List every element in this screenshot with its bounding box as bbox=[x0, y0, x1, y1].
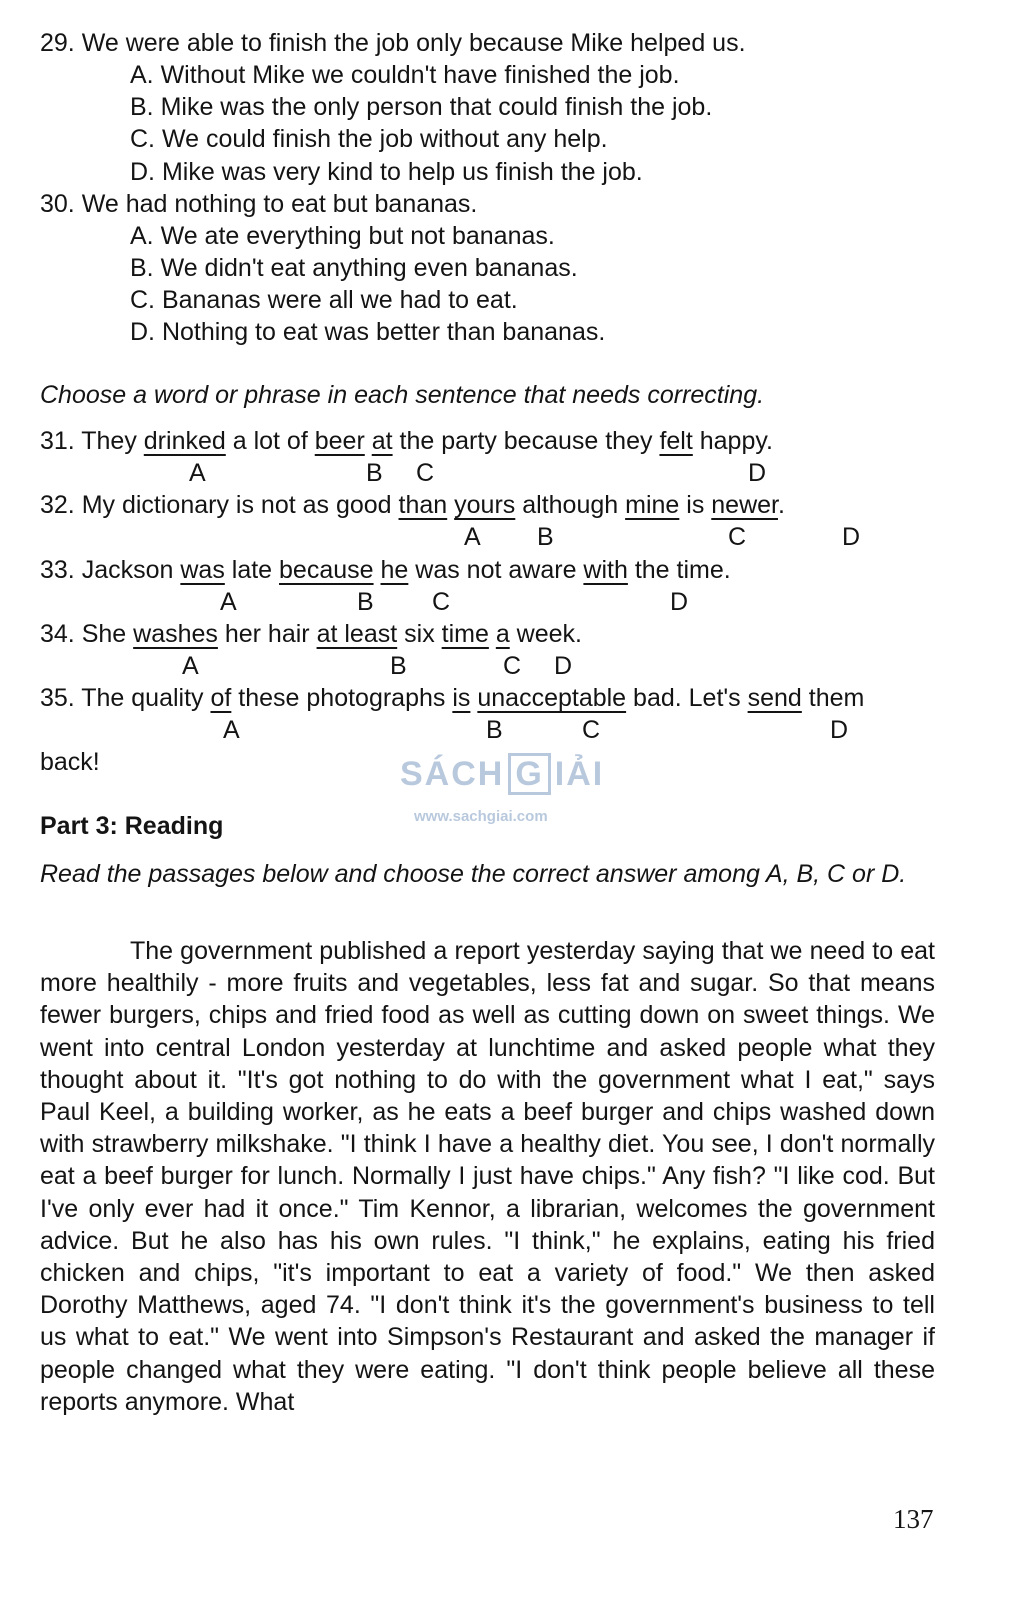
question-32-sentence: 32. My dictionary is not as good than yours although mine is newer. bbox=[40, 491, 785, 519]
q33-letter-c: C bbox=[432, 588, 451, 616]
question-30-option-a: A. We ate everything but not bananas. bbox=[130, 222, 555, 250]
q35-underlined-b: is bbox=[452, 684, 471, 712]
question-31-letters bbox=[0, 458, 1024, 488]
question-30-stem: 30. We had nothing to eat but bananas. bbox=[40, 190, 478, 218]
question-29-option-c: C. We could finish the job without any help. bbox=[130, 125, 608, 153]
question-32-letters bbox=[0, 522, 1024, 552]
q32-underlined-b: yours bbox=[454, 491, 516, 519]
question-30-option-c: C. Bananas were all we had to eat. bbox=[130, 286, 518, 314]
q35-letter-b: B bbox=[486, 716, 503, 744]
q34-underlined-b: at least bbox=[316, 620, 398, 648]
q31-underlined-d: felt bbox=[659, 427, 693, 455]
q32-letter-b: B bbox=[537, 523, 554, 551]
question-29-stem: 29. We were able to finish the job only because Mike helped us. bbox=[40, 29, 746, 57]
q32-letter-d: D bbox=[842, 523, 861, 551]
question-35-sentence: 35. The quality of these photographs is unacceptable bad. Let's send them bbox=[40, 684, 865, 712]
q33-letter-b: B bbox=[357, 588, 374, 616]
q33-underlined-c: he bbox=[380, 556, 409, 584]
question-30-option-b: B. We didn't eat anything even bananas. bbox=[130, 254, 578, 282]
q33-underlined-b: because bbox=[279, 556, 374, 584]
watermark-url: www.sachgiai.com bbox=[414, 808, 548, 825]
question-29-option-d: D. Mike was very kind to help us finish the job. bbox=[130, 158, 643, 186]
reading-instruction: Read the passages below and choose the correct answer among A, B, C or D. bbox=[40, 860, 907, 888]
q35-letter-d: D bbox=[830, 716, 849, 744]
question-35-letters bbox=[0, 715, 1024, 745]
q32-letter-a: A bbox=[464, 523, 481, 551]
q35-underlined-c: unacceptable bbox=[477, 684, 627, 712]
question-29-option-b: B. Mike was the only person that could finish the job. bbox=[130, 93, 713, 121]
q32-underlined-c: mine bbox=[625, 491, 680, 519]
question-34-sentence: 34. She washes her hair at least six time a week. bbox=[40, 620, 582, 648]
q35-letter-c: C bbox=[582, 716, 601, 744]
q31-letter-a: A bbox=[189, 459, 206, 487]
q34-underlined-d: a bbox=[495, 620, 510, 648]
question-35-continuation: back! bbox=[40, 748, 100, 776]
question-29-option-a: A. Without Mike we couldn't have finished the job. bbox=[130, 61, 680, 89]
q32-underlined-a: than bbox=[398, 491, 448, 519]
q33-underlined-a: was bbox=[180, 556, 225, 584]
question-33-letters bbox=[0, 587, 1024, 617]
q31-letter-b: B bbox=[366, 459, 383, 487]
question-34-letters bbox=[0, 651, 1024, 681]
reading-passage: The government published a report yesterday saying that we need to eat more healthily - more fruits and vegetables, less fat and sugar. So that means fewer burgers, chips and fried food as well as cutting down on sweet things. We went into central London yesterday at lunchtime and asked people what they thought about it. "It's got nothing to do with the government what I eat," says Paul Keel, a building worker, as he eats a beef burger and chips washed down with strawberry milkshake. "I think I have a healthy diet. You see, I don't normally eat a beef burger for lunch. Normally I just have chips." Any fish? "I like cod. But I've only ever had it once." Tim Kennor, a librarian, welcomes the government advice. But he also has his own rules. "I think," he explains, eating his fried chicken and chips, "it's important to eat a variety of food." We then asked Dorothy Matthews, aged 74. "I don't think it's the government's business to tell us what to eat." We went into Simpson's Restaurant and asked the manager if people changed what they were eating. "I don't think people believe all these reports anymore. What bbox=[40, 937, 935, 1416]
part3-title: Part 3: Reading bbox=[40, 812, 224, 840]
watermark bbox=[400, 752, 630, 842]
q35-underlined-d: send bbox=[747, 684, 802, 712]
q34-underlined-c: time bbox=[441, 620, 489, 648]
q31-letter-d: D bbox=[748, 459, 767, 487]
q31-letter-c: C bbox=[416, 459, 435, 487]
q34-letter-a: A bbox=[182, 652, 199, 680]
q32-letter-c: C bbox=[728, 523, 747, 551]
q34-letter-d: D bbox=[554, 652, 573, 680]
question-30-option-d: D. Nothing to eat was better than bananas. bbox=[130, 318, 606, 346]
q33-letter-d: D bbox=[670, 588, 689, 616]
q34-letter-c: C bbox=[503, 652, 522, 680]
q32-underlined-d: newer bbox=[711, 491, 778, 519]
watermark-logo: SÁCH G IẢI bbox=[400, 755, 605, 793]
page-number: 137 bbox=[893, 1504, 934, 1534]
q31-underlined-c: at bbox=[371, 427, 393, 455]
q31-underlined-b: beer bbox=[314, 427, 365, 455]
q34-underlined-a: washes bbox=[133, 620, 218, 648]
q35-underlined-a: of bbox=[210, 684, 232, 712]
q33-underlined-d: with bbox=[583, 556, 628, 584]
q35-letter-a: A bbox=[223, 716, 240, 744]
question-31-sentence: 31. They drinked a lot of beer at the party because they felt happy. bbox=[40, 427, 773, 455]
question-33-sentence: 33. Jackson was late because he was not aware with the time. bbox=[40, 556, 731, 584]
q33-letter-a: A bbox=[220, 588, 237, 616]
q34-letter-b: B bbox=[390, 652, 407, 680]
error-instruction: Choose a word or phrase in each sentence that needs correcting. bbox=[40, 381, 765, 409]
q31-underlined-a: drinked bbox=[143, 427, 226, 455]
